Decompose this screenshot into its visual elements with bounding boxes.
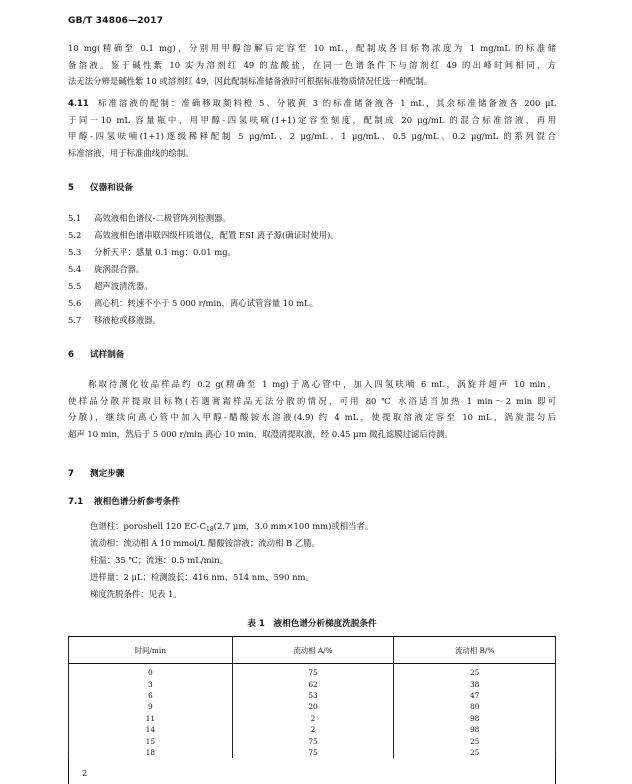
gradient-reference: 梯度洗脱条件：见表 1。: [90, 589, 182, 599]
equipment-item: 5.1 高效液相色谱仪-二极管阵列检测器。: [68, 213, 231, 223]
table-row: 0 75 25: [69, 664, 556, 679]
injection-wavelength-condition: 进样量：2 μL；检测波长：416 nm、514 nm、590 nm。: [90, 572, 314, 582]
equipment-item: 5.2 高效液相色谱串联四级杆质谱仪，配置 ESI 离子源(确证时使用)。: [68, 230, 339, 240]
sample-prep-line: 称取待测化妆品样品约 0.2 g(精确至 1 mg)于离心管中，加入四氢呋喃 6 mL，涡旋并超声 10 min，: [88, 379, 556, 389]
section-title: 试样制备: [90, 350, 125, 360]
intro-line: 法无法分辨是碱性紫 10 或溶剂红 49，因此配制标准储备液时可根据标准物质情况任选一种配制。: [68, 76, 433, 86]
section-6-heading: [68, 348, 124, 360]
column-header: 流动相 B/%: [394, 637, 556, 664]
table-row: 14 2 98: [69, 724, 556, 735]
table-row: 15 75 25: [69, 735, 556, 746]
standard-header: GB/T 34806—2017: [68, 16, 164, 26]
equipment-item: 5.4 旋涡混合器。: [68, 264, 145, 274]
equipment-item: 5.6 离心机：转速不小于 5 000 r/min，离心试管容量 10 mL。: [68, 298, 318, 308]
mobile-phase-condition: 流动相：流动相 A 10 mmol/L 醋酸铵溶液；流动相 B 乙腈。: [90, 538, 320, 548]
section-title: 测定步骤: [90, 469, 125, 479]
intro-line: 备溶液。鉴于碱性紫 10 实为溶剂红 49 的盐酸盐，在同一色谱条件下与溶剂红 49 的出峰时间相同，方: [68, 59, 556, 70]
subsection-number: 7.1: [68, 497, 84, 507]
table-row: 3 62 38: [69, 678, 556, 689]
clause-number: 4.11: [68, 98, 89, 108]
equipment-item: 5.3 分析天平：感量 0.1 mg；0.01 mg。: [68, 247, 236, 257]
clause-4-11-line: [68, 95, 556, 112]
intro-line: 10 mg(精确至 0.1 mg)，分别用甲醇溶解后定容至 10 mL，配制成各目标物浓度为 1 mg/mL 的标准储: [68, 43, 556, 53]
subsection-title: 液相色谱分析参考条件: [94, 497, 180, 507]
section-number: 5: [68, 183, 74, 193]
table-caption: 表 1 液相色谱分析梯度洗脱条件: [247, 619, 377, 629]
section-5-heading: [68, 181, 133, 193]
table-row: 18 75 25: [69, 747, 556, 758]
equipment-item: 5.7 移液枪或移液器。: [68, 315, 161, 325]
column-condition: 色谱柱：poroshell 120 $EC-C_{18}(2.7$ μm，3.0 mm×100 mm)或相当者。: [90, 521, 374, 533]
clause-text: 标准溶液的配制：准确移取颜料橙 5、分散黄 3 的标准储备液各 1 mL，其余标准储备液各 200 μL: [98, 98, 556, 108]
table-row: 11 2 98: [69, 713, 556, 724]
sample-preparation-paragraph: [68, 376, 556, 442]
table-row: 9 20 80: [69, 701, 556, 712]
temperature-flow-condition: 柱温：35 ℃；流速：0.5 mL/min。: [90, 555, 229, 565]
section-number: 7: [68, 469, 74, 479]
column-header: 流动相 A/%: [232, 637, 394, 664]
sample-prep-line: 使样品分散并提取目标物(若遇膏霜样品无法分散的情况，可用 80 ℃ 水浴适当加热 1 min～2 min 即可: [68, 395, 556, 406]
clause-4-11: [68, 95, 556, 161]
gradient-table: [68, 636, 556, 758]
section-number: 6: [68, 350, 74, 360]
column-header: 时间/min: [69, 637, 233, 664]
table-header-row: [69, 637, 556, 664]
clause-4-11-line: 于同一10 mL 容量瓶中，用甲醇-四氢呋喃(1+1)定容至刻度，配制成 20 μg/mL 的混合标准溶液，再用: [68, 114, 556, 125]
section-title: 仪器和设备: [90, 183, 133, 193]
clause-4-11-line: 标准溶液，用于标准曲线的绘制。: [68, 147, 194, 158]
intro-paragraph: [68, 40, 556, 90]
equipment-item: 5.5 超声波清洗器。: [68, 281, 153, 291]
sample-prep-line: 分散)，继续向离心管中加入甲醇-醋酸铵水溶液(4.9) 约 4 mL，使提取溶液定容至 10 mL，涡旋混匀后: [68, 412, 556, 422]
table-row: 6 53 47: [69, 690, 556, 701]
clause-4-11-line: 甲醇-四氢呋喃(1+1)逐级稀释配制 5 μg/mL、2 μg/mL、1 μg/mL、0.5 μg/mL、0.2 μg/mL 的系列混合: [68, 131, 556, 141]
subsection-7-1-heading: [68, 495, 180, 507]
page-number: 2: [82, 768, 88, 778]
sample-prep-line: 超声 10 min，然后于 5 000 r/min 离心 10 min，取澄清提取液，经 0.45 μm 微孔滤膜过滤后待测。: [68, 428, 453, 439]
section-7-heading: [68, 467, 124, 479]
